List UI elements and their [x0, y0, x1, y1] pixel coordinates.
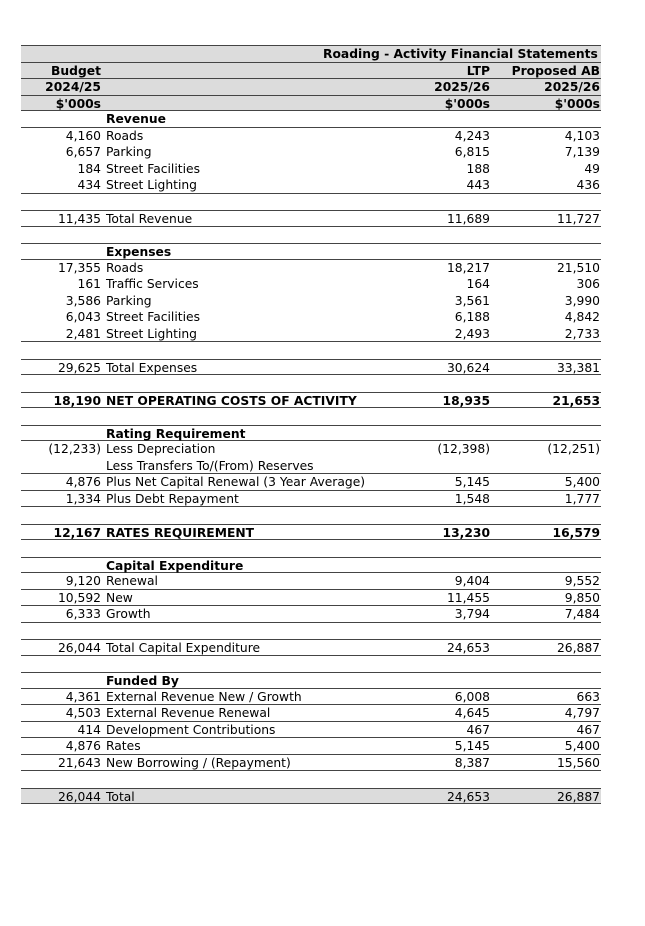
- cell-budget: 434: [77, 178, 101, 192]
- cell-proposed: 26,887: [556, 641, 600, 655]
- cell-ltp: 5,145: [454, 475, 490, 489]
- cell-label: External Revenue New / Growth: [106, 689, 302, 704]
- table-row: [21, 738, 601, 755]
- cell-budget: 6,657: [65, 145, 101, 159]
- table-row: [21, 573, 601, 590]
- cell-proposed: 21,510: [556, 260, 600, 275]
- cell-budget: 414: [77, 722, 101, 737]
- cell-proposed: 3,990: [564, 293, 600, 308]
- table-row: [21, 177, 601, 194]
- table-row: [21, 590, 601, 607]
- cell-budget: 184: [77, 161, 101, 176]
- cell-ltp: 18,935: [442, 393, 490, 408]
- table-row: [21, 276, 601, 293]
- cell-label: Less Transfers To/(From) Reserves: [106, 458, 314, 473]
- cell-label: Less Depreciation: [106, 442, 216, 456]
- cell-label: Total Capital Expenditure: [106, 641, 261, 655]
- cell-label: Plus Net Capital Renewal (3 Year Average): [106, 475, 366, 489]
- cell-ltp: 13,230: [442, 525, 490, 540]
- table-row: [21, 260, 601, 277]
- section-label: Funded By: [106, 674, 179, 688]
- section-label: Expenses: [106, 245, 172, 259]
- cell-proposed: 2,733: [564, 326, 600, 341]
- cell-proposed: 11,727: [556, 212, 600, 226]
- cell-label: External Revenue Renewal: [106, 706, 271, 720]
- cell-label: Development Contributions: [106, 722, 276, 737]
- cell-budget: 12,167: [53, 525, 101, 540]
- cell-proposed: (12,251): [547, 442, 600, 456]
- cell-label: Traffic Services: [106, 277, 199, 291]
- cell-proposed: 5,400: [564, 475, 600, 489]
- cell-budget: 1,334: [65, 491, 101, 506]
- cell-proposed: 467: [576, 722, 600, 737]
- cell-label: Total: [106, 789, 135, 804]
- cell-proposed: 4,842: [564, 310, 600, 324]
- table-row: [21, 689, 601, 706]
- cell-budget: 4,361: [65, 689, 101, 704]
- section-label: Rating Requirement: [106, 426, 246, 441]
- cell-budget: 6,043: [65, 310, 101, 324]
- cell-proposed: 9,552: [564, 574, 600, 588]
- cell-label: Street Facilities: [106, 161, 200, 176]
- table-row: [21, 326, 601, 343]
- section-heading-rating: [21, 425, 601, 442]
- cell-label: Total Expenses: [106, 360, 198, 375]
- total-row-funded: [21, 788, 601, 805]
- header-proposed-year: 2025/26: [544, 80, 600, 94]
- table-row: [21, 606, 601, 623]
- cell-budget: 9,120: [65, 574, 101, 588]
- table-row: [21, 491, 601, 508]
- header-ltp-year: 2025/26: [434, 80, 490, 94]
- cell-ltp: 24,653: [446, 789, 490, 804]
- spacer-row: [21, 194, 601, 211]
- cell-proposed: 15,560: [556, 755, 600, 770]
- cell-proposed: 4,103: [564, 128, 600, 143]
- cell-budget: 4,160: [65, 128, 101, 143]
- table-row: [21, 441, 601, 458]
- table-title: Roading - Activity Financial Statements: [323, 47, 598, 61]
- cell-budget: 2,481: [65, 326, 101, 341]
- header-row-units: [21, 95, 601, 112]
- cell-label: Street Lighting: [106, 326, 197, 341]
- section-heading-expenses: [21, 243, 601, 260]
- table-row: [21, 755, 601, 772]
- cell-label: Total Revenue: [106, 212, 193, 226]
- cell-label: New: [106, 590, 133, 605]
- cell-ltp: 1,548: [454, 491, 490, 506]
- cell-proposed: 7,484: [564, 607, 600, 621]
- cell-budget: 4,503: [65, 706, 101, 720]
- cell-ltp: 11,455: [446, 590, 490, 605]
- spacer-row: [21, 656, 601, 673]
- title-row: [21, 45, 601, 62]
- cell-budget: (12,233): [48, 442, 101, 456]
- cell-ltp: 3,794: [454, 607, 490, 621]
- cell-budget: 3,586: [65, 293, 101, 308]
- cell-label: NET OPERATING COSTS OF ACTIVITY: [106, 393, 357, 408]
- cell-proposed: 9,850: [564, 590, 600, 605]
- cell-label: RATES REQUIREMENT: [106, 525, 255, 540]
- cell-budget: 21,643: [57, 755, 101, 770]
- section-heading-funded-by: [21, 672, 601, 689]
- header-ltp-unit: $'000s: [444, 96, 490, 111]
- cell-budget: 161: [77, 277, 101, 291]
- spacer-row: [21, 540, 601, 557]
- table-row: [21, 309, 601, 326]
- table-row: [21, 128, 601, 145]
- spacer-row: [21, 227, 601, 244]
- cell-proposed: 5,400: [564, 739, 600, 753]
- cell-proposed: 26,887: [556, 789, 600, 804]
- cell-label: Street Facilities: [106, 310, 200, 324]
- header-proposed: Proposed AB: [511, 63, 600, 78]
- cell-ltp: 6,815: [454, 145, 490, 159]
- cell-ltp: 164: [466, 277, 490, 291]
- header-ltp: LTP: [466, 63, 490, 78]
- cell-budget: 4,876: [65, 739, 101, 753]
- spacer-row: [21, 375, 601, 392]
- cell-budget: 4,876: [65, 475, 101, 489]
- cell-proposed: 49: [584, 161, 600, 176]
- cell-budget: 11,435: [57, 212, 101, 226]
- cell-proposed: 436: [576, 178, 600, 192]
- cell-ltp: 3,561: [454, 293, 490, 308]
- cell-label: Parking: [106, 145, 152, 159]
- cell-ltp: 2,493: [454, 326, 490, 341]
- cell-label: Plus Debt Repayment: [106, 491, 239, 506]
- spacer-row: [21, 623, 601, 640]
- table-row: [21, 474, 601, 491]
- cell-ltp: 24,653: [446, 641, 490, 655]
- cell-ltp: 6,188: [454, 310, 490, 324]
- header-proposed-unit: $'000s: [554, 96, 600, 111]
- header-budget-unit: $'000s: [55, 96, 101, 111]
- cell-ltp: 8,387: [454, 755, 490, 770]
- cell-ltp: 11,689: [446, 212, 490, 226]
- section-heading-capex: [21, 557, 601, 574]
- cell-ltp: (12,398): [437, 442, 490, 456]
- financial-statement-table: [21, 45, 601, 804]
- cell-label: Roads: [106, 260, 144, 275]
- cell-label: Growth: [106, 607, 151, 621]
- table-row: [21, 293, 601, 310]
- cell-ltp: 18,217: [446, 260, 490, 275]
- net-operating-costs-row: [21, 392, 601, 409]
- cell-budget: 17,355: [57, 260, 101, 275]
- cell-ltp: 443: [466, 178, 490, 192]
- table-row: [21, 705, 601, 722]
- total-row-capex: [21, 639, 601, 656]
- header-budget: Budget: [51, 63, 101, 78]
- cell-label: Parking: [106, 293, 152, 308]
- spacer-row: [21, 342, 601, 359]
- cell-label: Renewal: [106, 574, 158, 588]
- cell-proposed: 4,797: [564, 706, 600, 720]
- cell-budget: 29,625: [57, 360, 101, 375]
- header-budget-year: 2024/25: [45, 80, 101, 94]
- cell-proposed: 7,139: [564, 145, 600, 159]
- cell-proposed: 21,653: [552, 393, 600, 408]
- cell-budget: 18,190: [53, 393, 101, 408]
- cell-label: Street Lighting: [106, 178, 197, 192]
- cell-proposed: 1,777: [564, 491, 600, 506]
- table-row: [21, 722, 601, 739]
- cell-ltp: 188: [466, 161, 490, 176]
- cell-budget: 6,333: [65, 607, 101, 621]
- cell-ltp: 5,145: [454, 739, 490, 753]
- cell-proposed: 663: [576, 689, 600, 704]
- cell-label: Rates: [106, 739, 141, 753]
- cell-budget: 26,044: [57, 641, 101, 655]
- header-row-labels: [21, 62, 601, 79]
- cell-ltp: 4,645: [454, 706, 490, 720]
- cell-proposed: 33,381: [556, 360, 600, 375]
- cell-ltp: 4,243: [454, 128, 490, 143]
- cell-ltp: 6,008: [454, 689, 490, 704]
- table-row: [21, 161, 601, 178]
- spacer-row: [21, 507, 601, 524]
- cell-budget: 10,592: [57, 590, 101, 605]
- rates-requirement-row: [21, 524, 601, 541]
- cell-label: Roads: [106, 128, 144, 143]
- header-row-years: [21, 78, 601, 95]
- section-heading-revenue: [21, 111, 601, 128]
- cell-budget: 26,044: [57, 789, 101, 804]
- cell-ltp: 9,404: [454, 574, 490, 588]
- table-row: [21, 458, 601, 475]
- cell-proposed: 306: [576, 277, 600, 291]
- spacer-row: [21, 408, 601, 425]
- cell-ltp: 30,624: [446, 360, 490, 375]
- cell-ltp: 467: [466, 722, 490, 737]
- section-label: Capital Expenditure: [106, 558, 244, 573]
- total-row-expenses: [21, 359, 601, 376]
- cell-proposed: 16,579: [552, 525, 600, 540]
- total-row-revenue: [21, 210, 601, 227]
- section-label: Revenue: [106, 112, 167, 126]
- cell-label: New Borrowing / (Repayment): [106, 755, 291, 770]
- spacer-row: [21, 771, 601, 788]
- table-row: [21, 144, 601, 161]
